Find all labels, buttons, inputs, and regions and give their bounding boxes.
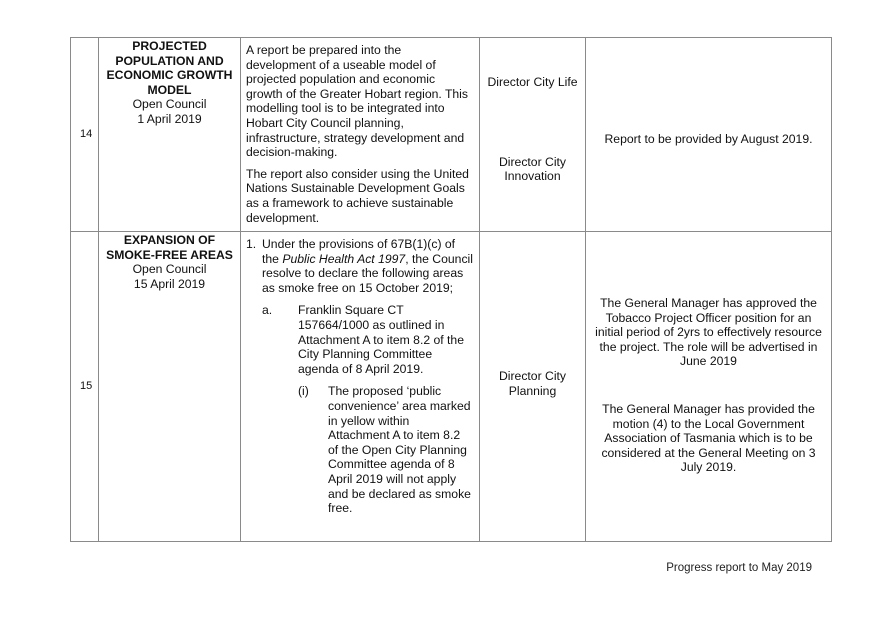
sub-list-item (262, 303, 473, 376)
responsible-officer-cell (480, 38, 586, 232)
status-cell (586, 232, 832, 542)
responsible-officer: Director City Planning (498, 369, 567, 398)
responsible-officer: Director City Life (487, 75, 578, 89)
motion-description (241, 232, 480, 542)
motion-description (241, 38, 480, 232)
motion-title-cell (99, 232, 241, 542)
table-row (71, 232, 832, 542)
list-text: Under the provisions of 67B(1)(c) of the Public Health Act 1997, the Council resolve to declare the following areas as smoke free on 15 October 2019; (262, 237, 473, 295)
meeting-date: 15 April 2019 (133, 276, 206, 291)
meeting-name: Open Council (132, 262, 207, 277)
description-paragraph: The report also consider using the United Nations Sustainable Development Goals as a framework to achieve sustainable development. (246, 166, 469, 225)
act-name: Public Health Act 1997 (282, 251, 406, 266)
progress-table (70, 37, 832, 542)
status-text: The General Manager has approved the Tobacco Project Officer position for an initial period of 2yrs to effectively resource the project. The role will be advertised in June 2019 (595, 296, 822, 369)
motion-title: EXPANSION OF SMOKE-FREE AREAS (106, 233, 233, 262)
responsible-officer: Director City Innovation (498, 154, 567, 184)
motion-title: PROJECTED POPULATION AND ECONOMIC GROWTH MODEL (106, 39, 233, 97)
row-number: 14 (71, 38, 99, 232)
sub-list-text: Franklin Square CT 157664/1000 as outlined in Attachment A to item 8.2 of the City Planning Committee agenda of 8 April 2019. (298, 303, 464, 376)
sub-sub-list-text: The proposed ‘public convenience’ area marked in yellow within Attachment A to item 8.2 of the Open City Planning Committee agenda of 8 April 2019 will not apply and be declared as smoke free. (328, 384, 471, 516)
sub-sub-list-item (298, 384, 473, 515)
description-paragraph: A report be prepared into the development of a useable model of projected population and economic growth of the Greater Hobart region. This modelling tool is to be integrated into Hobart City Council planning, infrastructure, strategy development and decision-making. (246, 43, 468, 160)
sub-sub-list-marker: (i) (298, 384, 309, 399)
list-item (246, 237, 473, 295)
motion-title-cell (99, 38, 241, 232)
meeting-date: 1 April 2019 (137, 111, 202, 126)
list-number: 1. (246, 237, 257, 251)
progress-table-container (70, 37, 831, 542)
responsible-officer-cell (480, 232, 586, 542)
page-footer: Progress report to May 2019 (666, 562, 812, 574)
row-number: 15 (71, 232, 99, 542)
status-cell (586, 38, 832, 232)
status-text: Report to be provided by August 2019. (604, 132, 813, 146)
table-row (71, 38, 832, 232)
status-text: The General Manager has provided the motion (4) to the Local Government Association of Tasmania which is to be considered at the General Meeting on 3 July 2019. (601, 401, 816, 475)
sub-list-marker: a. (262, 303, 273, 318)
meeting-name: Open Council (132, 97, 207, 112)
